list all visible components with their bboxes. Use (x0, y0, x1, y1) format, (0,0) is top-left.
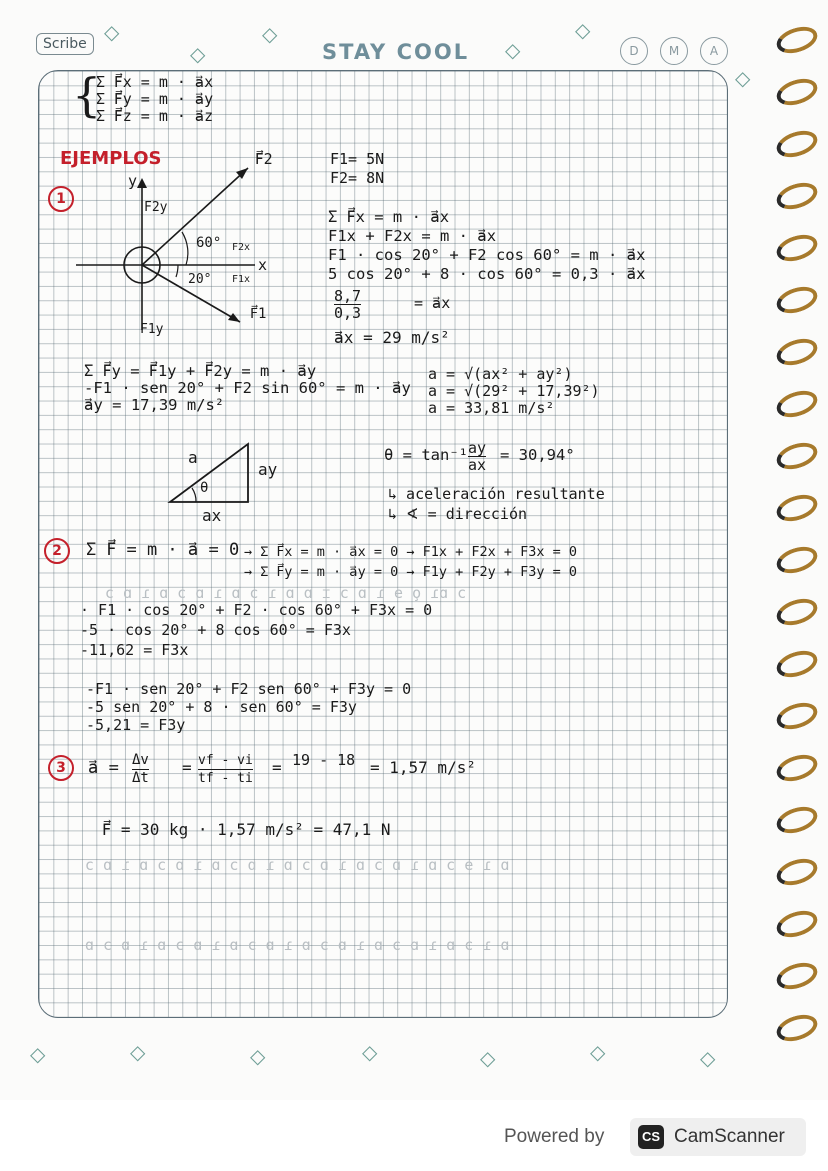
triangle-shape (170, 444, 248, 502)
ex1-y-work (84, 363, 411, 414)
equation-z: Σ F⃗z = m · a⃗z (96, 107, 214, 125)
theta-fraction (468, 440, 486, 473)
fraction-denominator: Δt (132, 770, 149, 786)
spiral-coil-icon (773, 230, 820, 266)
angle-60-label: 60° (196, 235, 222, 251)
ex2-y-work (86, 680, 411, 734)
day-badge-d: D (620, 37, 648, 65)
equation-x: Σ F⃗x = m · a⃗x (96, 73, 214, 91)
ex2-x-line: -11,62 = F3x (80, 641, 189, 659)
ex1-magnitude-work (428, 366, 600, 417)
spiral-coil-icon (773, 282, 820, 318)
y-axis-arrowhead (137, 178, 147, 188)
page-title: STAY COOL (322, 40, 470, 64)
ex3-acceleration-result: = 1,57 m/s² (370, 758, 476, 777)
f1y-label: F1y (140, 322, 164, 337)
x-axis-label: x (258, 256, 268, 274)
ex2-main-equation: Σ F⃗ = m · a⃗ = 0 (86, 540, 240, 560)
spiral-coil-icon (773, 958, 820, 994)
camscanner-logo-icon: CS (638, 1125, 664, 1149)
ex1-x-fraction (334, 288, 361, 321)
scribe-logo: Scribe (36, 33, 94, 55)
spiral-coil-icon (773, 74, 820, 110)
theta-note: ↳ ∢ = dirección (388, 505, 527, 523)
fraction-numerator: ay (468, 439, 487, 457)
spiral-coil-icon (773, 22, 820, 58)
ex3-equals-2: = (272, 758, 282, 777)
y-work-line: a⃗y = 17,39 m/s² (84, 396, 225, 414)
spiral-coil-icon (773, 594, 820, 630)
magnitude-line: a = √(ax² + ay²) (428, 365, 573, 383)
ex1-ax-result: a⃗x = 29 m/s² (334, 328, 450, 347)
given-f2: F2= 8N (330, 169, 385, 187)
ex2-x-work (80, 600, 432, 660)
y-work-line: -F1 · sen 20° + F2 sin 60° = m · a⃗y (84, 379, 411, 397)
day-badge-m: M (660, 37, 688, 65)
y-axis-label: y (128, 172, 138, 190)
triangle-adj-label: ax (202, 506, 222, 525)
fraction-numerator: vf - vi (198, 753, 253, 768)
ex2-y-line: -5,21 = F3y (86, 716, 186, 734)
spiral-coil-icon (773, 646, 820, 682)
theta-lhs: θ = tan⁻¹ (384, 446, 468, 464)
spiral-coil-icon (773, 1010, 820, 1046)
camscanner-badge (630, 1118, 806, 1156)
spiral-coil-icon (773, 854, 820, 890)
bleed-through-text: ɔ ɒɿ ǫ ɘ ɿ ɒ ɔ ɪ ɒ ɒ ɿ ɔ ɒ ɿ ɒ ɔ ɒ ɿ ɒ ɔ (105, 584, 467, 602)
ex2-y-line: -5 sen 20° + 8 · sen 60° = F3y (86, 698, 357, 716)
ex2-component-line: → Σ F⃗x = m · a⃗x = 0 → F1x + F2x + F3x = 0 (244, 544, 578, 560)
x-work-line: 5 cos 20° + 8 · cos 60° = 0,3 · a⃗x (328, 265, 646, 283)
right-triangle (166, 438, 256, 508)
triangle-opp-label: ay (258, 460, 278, 479)
f1-arrowhead (228, 313, 240, 322)
ex2-x-line: -5 · cos 20° + 8 cos 60° = F3x (80, 621, 351, 639)
spiral-coil-icon (773, 438, 820, 474)
fraction-numerator: Δv (132, 752, 149, 768)
bleed-through-text: ɒ ɿ ɔ ɒ ɿ ɒ ɔ ɒ ɿ ɒ ɔ ɒ ɿ ɒ ɔ ɒ ɿ ɒ ɔ ɒ ɿ ɒ ɔ ɒ (85, 936, 510, 954)
fraction-denominator: tf - ti (198, 771, 253, 786)
ex2-x-line: · F1 · cos 20° + F2 · cos 60° + F3x = 0 (80, 601, 433, 619)
magnitude-line: a = √(29² + 17,39²) (428, 382, 600, 400)
f1x-label: F1x (232, 274, 251, 285)
spiral-coil-icon (773, 802, 820, 838)
x-work-line: F1x + F2x = m · a⃗x (328, 227, 497, 245)
angle-20-label: 20° (188, 272, 212, 287)
spiral-coil-icon (773, 334, 820, 370)
fraction-numerator: 8,7 (334, 287, 362, 305)
diamond-doodle-icon: ◇ (104, 20, 120, 44)
diamond-doodle-icon: ◇ (700, 1046, 716, 1070)
example-2-badge: 2 (44, 538, 70, 564)
theta-notes (388, 484, 605, 524)
diamond-doodle-icon: ◇ (590, 1040, 606, 1064)
diamond-doodle-icon: ◇ (250, 1044, 266, 1068)
ex3-equals-1: = (182, 758, 192, 777)
x-work-line: F1 · cos 20° + F2 cos 60° = m · a⃗x (328, 246, 646, 264)
diamond-doodle-icon: ◇ (575, 18, 591, 42)
theta-rhs: = 30,94° (500, 446, 575, 464)
triangle-hyp-label: a (188, 448, 198, 467)
fraction-denominator: 0,3 (334, 304, 362, 322)
f2x-label: F2x (232, 242, 251, 253)
angle-20-arc (176, 265, 178, 277)
f2y-label: F2y (144, 200, 168, 215)
ex2-component-line: → Σ F⃗y = m · a⃗y = 0 → F1y + F2y + F3y = 0 (244, 564, 578, 580)
theta-note: ↳ aceleración resultante (388, 485, 605, 503)
f2-label: F⃗2 (255, 150, 273, 168)
ex2-components (244, 542, 577, 582)
x-work-line: Σ F⃗x = m · a⃗x (328, 208, 450, 226)
example-3-badge: 3 (48, 755, 74, 781)
camscanner-brand-name: CamScanner (674, 1126, 785, 1147)
force-diagram (70, 160, 270, 350)
diamond-doodle-icon: ◇ (505, 38, 521, 62)
scanner-footer (0, 1100, 828, 1171)
diamond-doodle-icon: ◇ (480, 1046, 496, 1070)
ex1-x-work (328, 208, 645, 284)
angle-60-arc (182, 232, 188, 265)
spiral-coil-icon (773, 126, 820, 162)
day-badge-a: A (700, 37, 728, 65)
triangle-theta-label: θ (200, 480, 209, 496)
fraction-denominator: ax (468, 456, 487, 474)
ex3-fraction-1 (132, 752, 149, 787)
diamond-doodle-icon: ◇ (735, 66, 751, 90)
diamond-doodle-icon: ◇ (262, 22, 278, 46)
y-work-line: Σ F⃗y = F⃗1y + F⃗2y = m · a⃗y (84, 362, 317, 380)
diamond-doodle-icon: ◇ (190, 42, 206, 66)
diamond-doodle-icon: ◇ (130, 1040, 146, 1064)
ex2-y-line: -F1 · sen 20° + F2 sen 60° + F3y = 0 (86, 680, 412, 698)
spiral-coil-icon (773, 906, 820, 942)
spiral-coil-icon (773, 178, 820, 214)
ex3-lhs: a⃗ = (88, 758, 119, 778)
system-equations (96, 74, 213, 125)
given-values (330, 150, 384, 188)
bleed-through-text: ɒ ɿ ɘ ɔ ɒ ɿ ɒ ɔ ɒ ɿ ɒ ɔ ɒ ɿ ɒ ɔ ɒ ɿ ɒ ɔ ɒ ɿ ɒ ɔ (85, 856, 510, 874)
spiral-coil-icon (773, 698, 820, 734)
powered-by-text: Powered by (504, 1126, 605, 1147)
ex3-fraction-2 (198, 752, 253, 787)
equation-y: Σ F⃗y = m · a⃗y (96, 90, 214, 108)
fraction-numerator: 19 - 18 (292, 751, 356, 769)
diamond-doodle-icon: ◇ (362, 1040, 378, 1064)
ex3-force-equation: F⃗ = 30 kg · 1,57 m/s² = 47,1 N (102, 820, 391, 839)
spiral-coil-icon (773, 490, 820, 526)
theta-arc (192, 488, 196, 502)
spiral-coil-icon (773, 386, 820, 422)
ex1-x-fraction-result: = a⃗x (414, 294, 451, 312)
ex3-fraction-3 (292, 752, 355, 769)
spiral-coil-icon (773, 542, 820, 578)
system-brace: { (72, 68, 102, 122)
examples-heading: EJEMPLOS (60, 148, 162, 169)
example-1-badge: 1 (48, 186, 74, 212)
magnitude-line: a = 33,81 m/s² (428, 399, 555, 417)
f1-label: F⃗1 (250, 306, 267, 322)
given-f1: F1= 5N (330, 150, 385, 168)
spiral-coil-icon (773, 750, 820, 786)
diamond-doodle-icon: ◇ (30, 1042, 46, 1066)
